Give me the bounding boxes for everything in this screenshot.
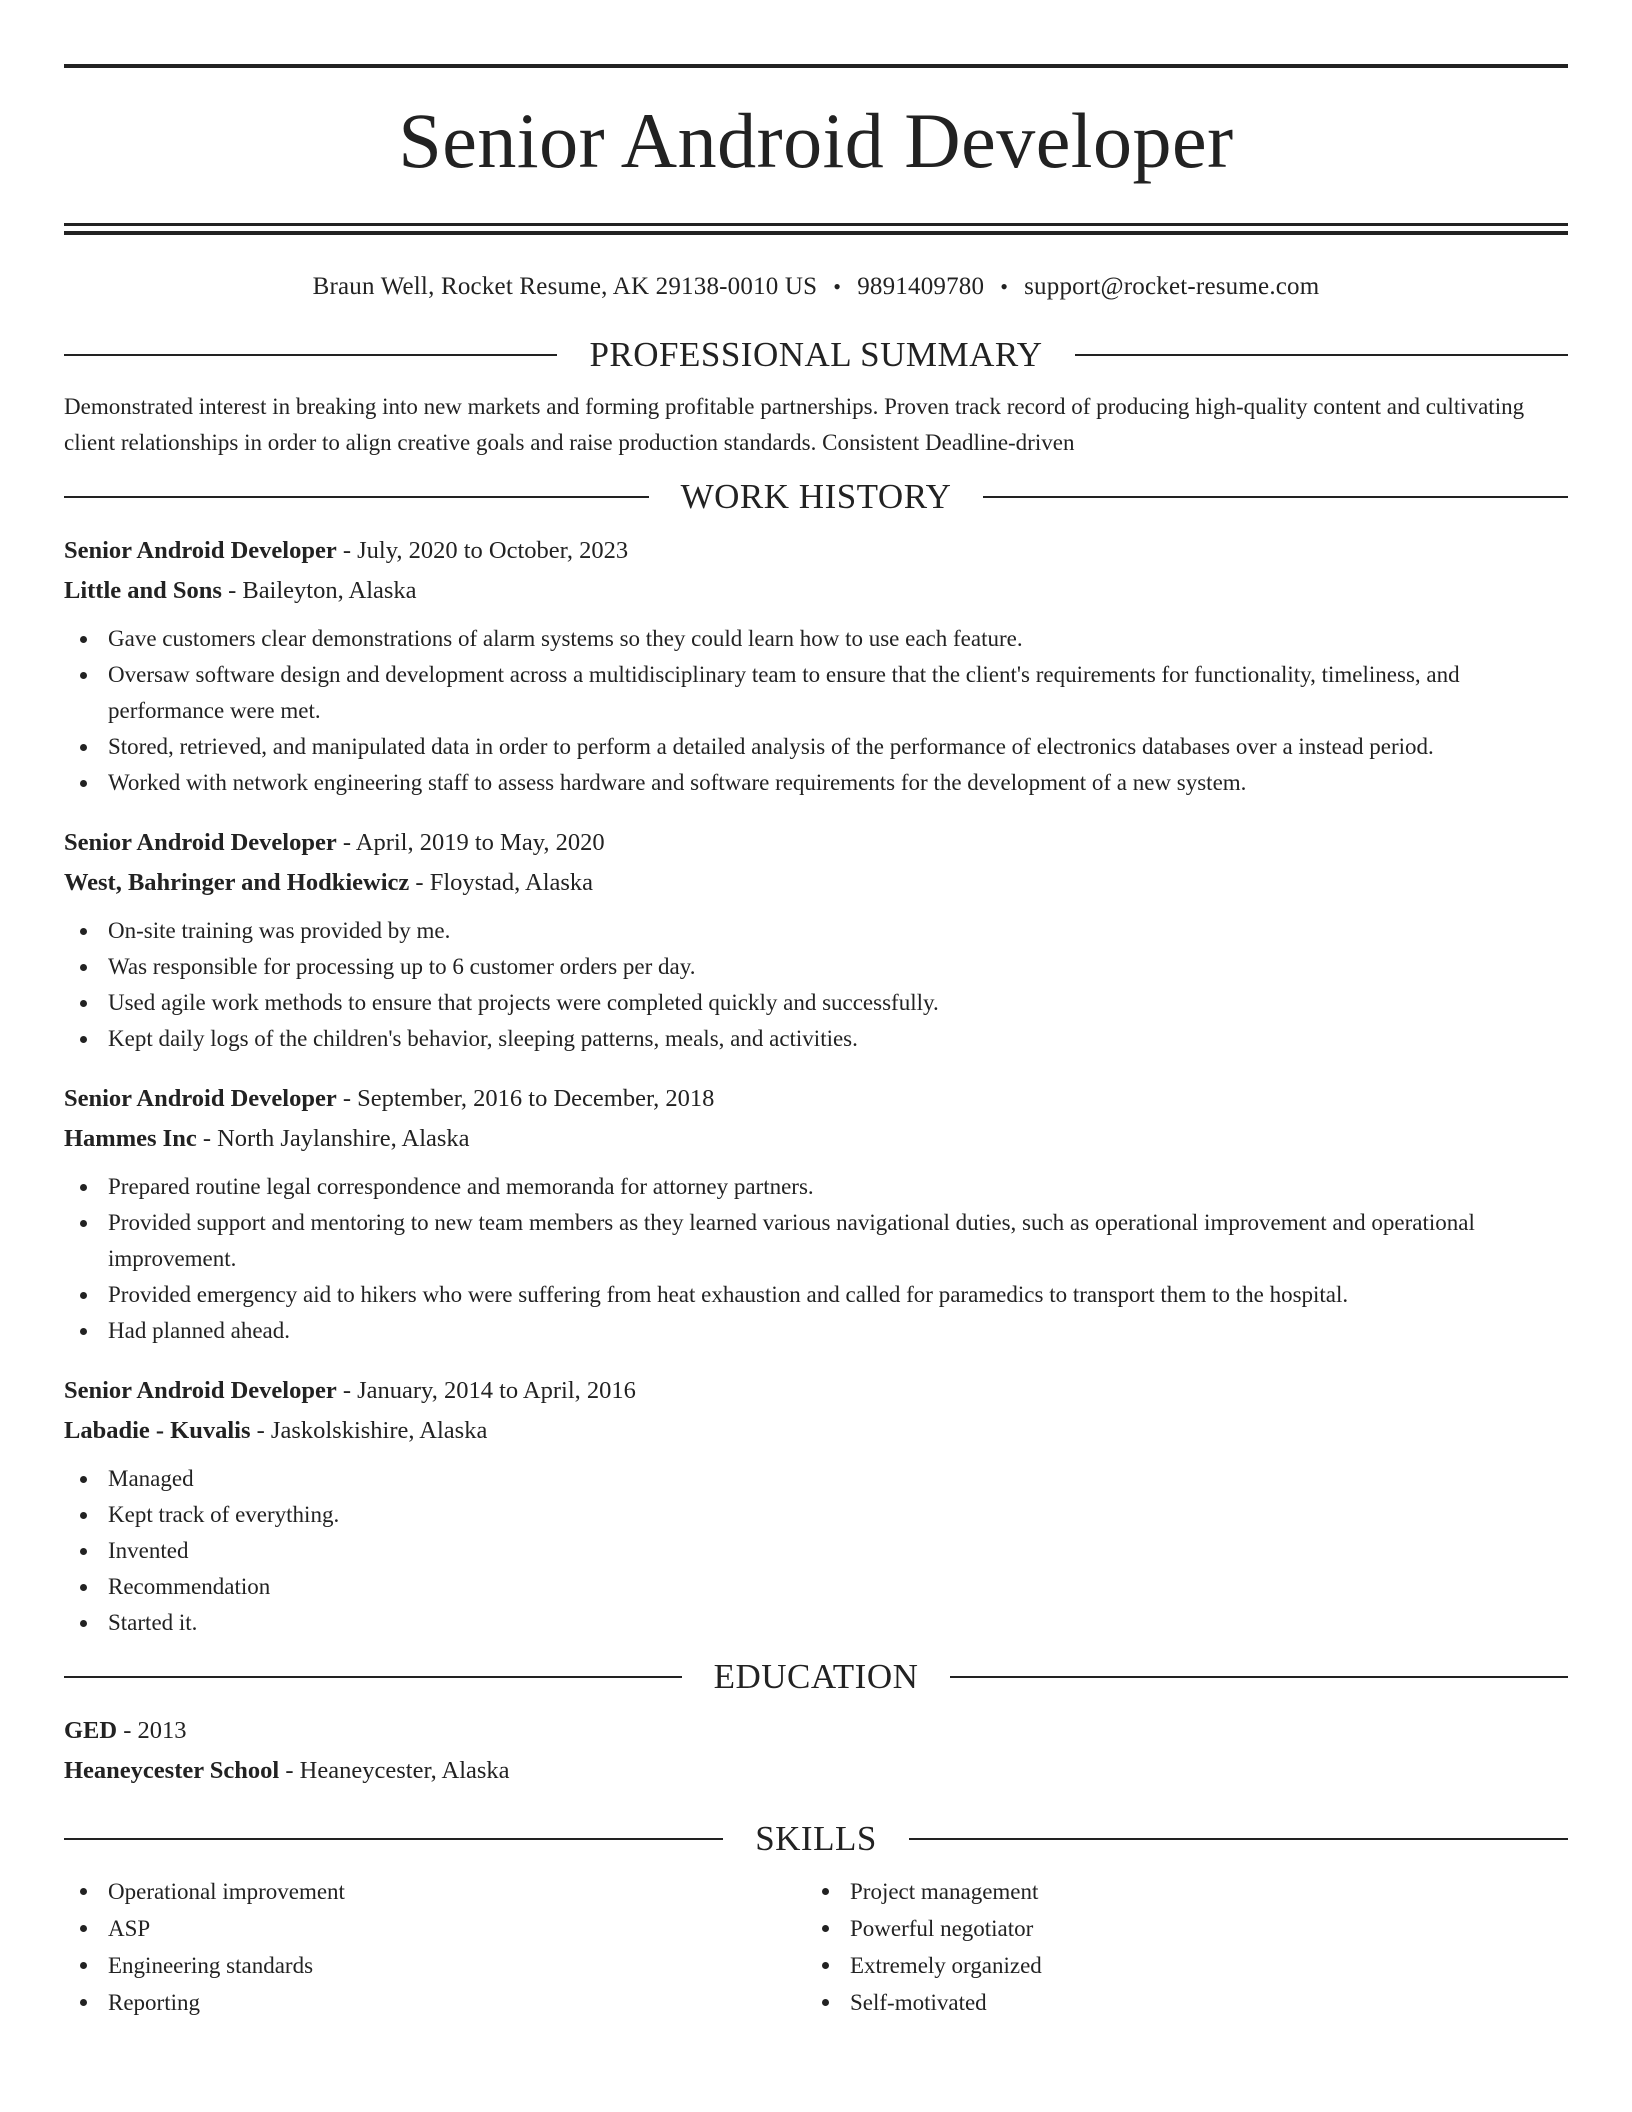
section-heading-education [64, 1655, 1568, 1699]
job-bullet: Stored, retrieved, and manipulated data in order to perform a detailed analysis of the performance of electronics databases over a instead period. [64, 729, 1568, 765]
job-bullets [64, 621, 1568, 801]
job-location: - North Jaylanshire, Alaska [196, 1125, 470, 1152]
job-location: - Baileyton, Alaska [221, 577, 417, 604]
job-bullets [64, 1169, 1568, 1349]
job-title-line [64, 531, 1568, 571]
job-bullet: Managed [64, 1461, 1568, 1497]
section-title: PROFESSIONAL SUMMARY [589, 335, 1043, 374]
heading-rule [64, 496, 649, 498]
resume-title: Senior Android Developer [398, 97, 1234, 184]
job-bullet: Had planned ahead. [64, 1313, 1568, 1349]
job-dates: - January, 2014 to April, 2016 [336, 1377, 636, 1404]
skill-item: Project management [806, 1873, 1548, 1910]
job-company-line [64, 863, 1568, 903]
contact-email: support@rocket-resume.com [1024, 273, 1320, 300]
education-entry [64, 1711, 1568, 1791]
education-location: - Heaneycester, Alaska [279, 1757, 510, 1784]
contact-line [64, 271, 1568, 303]
job-bullet: Gave customers clear demonstrations of alarm systems so they could learn how to use each feature. [64, 621, 1568, 657]
job-title-line [64, 1371, 1568, 1411]
job-location: - Floystad, Alaska [409, 869, 594, 896]
job-bullet: Kept track of everything. [64, 1497, 1568, 1533]
heading-rule [64, 354, 557, 356]
top-rule [64, 64, 1568, 68]
heading-rule [950, 1676, 1568, 1678]
job-title-line [64, 1079, 1568, 1119]
contact-separator: • [1000, 274, 1009, 299]
skill-item: Engineering standards [64, 1947, 806, 1984]
skill-item: Operational improvement [64, 1873, 806, 1910]
section-heading-skills [64, 1817, 1568, 1861]
job-company-line [64, 571, 1568, 611]
contact-phone: 9891409780 [857, 273, 985, 300]
education-school-line [64, 1751, 1568, 1791]
job-location: - Jaskolskishire, Alaska [250, 1417, 488, 1444]
job-title-line [64, 823, 1568, 863]
skills-column-left [64, 1873, 806, 2021]
job-dates: - July, 2020 to October, 2023 [336, 537, 629, 564]
education-year: - 2013 [117, 1717, 187, 1744]
job-bullet: Oversaw software design and development across a multidisciplinary team to ensure that the client's requirements for functionality, timeliness, and performance were met. [64, 657, 1568, 729]
job-entry [64, 1079, 1568, 1349]
skills-column-right [806, 1873, 1548, 2021]
job-dates: - September, 2016 to December, 2018 [336, 1085, 715, 1112]
job-title: Senior Android Developer [64, 1085, 337, 1112]
job-dates: - April, 2019 to May, 2020 [336, 829, 605, 856]
skill-item: Powerful negotiator [806, 1910, 1548, 1947]
contact-separator: • [833, 274, 842, 299]
heading-rule [983, 496, 1568, 498]
summary-text: Demonstrated interest in breaking into new markets and forming profitable partnerships. Proven track record of producing high-quality content and cultivating client relationships in order to align creative goals and raise production standards. Consistent Deadline-driven [64, 394, 1525, 455]
job-bullets [64, 1461, 1568, 1641]
section-title: SKILLS [755, 1819, 877, 1858]
section-title: WORK HISTORY [680, 477, 952, 516]
skill-item: Extremely organized [806, 1947, 1548, 1984]
job-company: West, Bahringer and Hodkiewicz [64, 869, 410, 896]
job-entry [64, 1371, 1568, 1641]
job-bullet: Provided emergency aid to hikers who were suffering from heat exhaustion and called for paramedics to transport them to the hospital. [64, 1277, 1568, 1313]
job-bullet: Was responsible for processing up to 6 customer orders per day. [64, 949, 1568, 985]
education-degree-line [64, 1711, 1568, 1751]
job-bullet: Prepared routine legal correspondence and memoranda for attorney partners. [64, 1169, 1568, 1205]
job-company: Labadie - Kuvalis [64, 1417, 251, 1444]
job-title: Senior Android Developer [64, 1377, 337, 1404]
job-bullet: On-site training was provided by me. [64, 913, 1568, 949]
job-title: Senior Android Developer [64, 829, 337, 856]
heading-rule [1075, 354, 1568, 356]
job-bullet: Kept daily logs of the children's behavior, sleeping patterns, meals, and activities. [64, 1021, 1568, 1057]
section-heading-summary [64, 333, 1568, 377]
skills-list [64, 1873, 1568, 2021]
skill-item: Self-motivated [806, 1984, 1548, 2021]
job-bullet: Started it. [64, 1605, 1568, 1641]
skill-item: ASP [64, 1910, 806, 1947]
job-bullets [64, 913, 1568, 1057]
job-entry [64, 823, 1568, 1057]
title-double-rule [64, 223, 1568, 235]
education-school: Heaneycester School [64, 1757, 280, 1784]
job-title: Senior Android Developer [64, 537, 337, 564]
job-bullet: Recommendation [64, 1569, 1568, 1605]
job-company-line [64, 1119, 1568, 1159]
skill-item: Reporting [64, 1984, 806, 2021]
heading-rule [64, 1838, 723, 1840]
heading-rule [64, 1676, 682, 1678]
contact-address: Braun Well, Rocket Resume, AK 29138-0010 US [312, 273, 818, 300]
job-bullet: Provided support and mentoring to new team members as they learned various navigational duties, such as operational improvement and operational improvement. [64, 1205, 1568, 1277]
job-bullet: Used agile work methods to ensure that projects were completed quickly and successfully. [64, 985, 1568, 1021]
job-entry [64, 531, 1568, 801]
job-bullet: Worked with network engineering staff to assess hardware and software requirements for the development of a new system. [64, 765, 1568, 801]
education-degree: GED [64, 1717, 118, 1744]
resume-page [64, 64, 1568, 2021]
heading-rule [909, 1838, 1568, 1840]
job-bullet: Invented [64, 1533, 1568, 1569]
section-title: EDUCATION [713, 1657, 919, 1696]
job-company-line [64, 1411, 1568, 1451]
section-heading-work-history [64, 475, 1568, 519]
job-company: Hammes Inc [64, 1125, 197, 1152]
job-company: Little and Sons [64, 577, 222, 604]
